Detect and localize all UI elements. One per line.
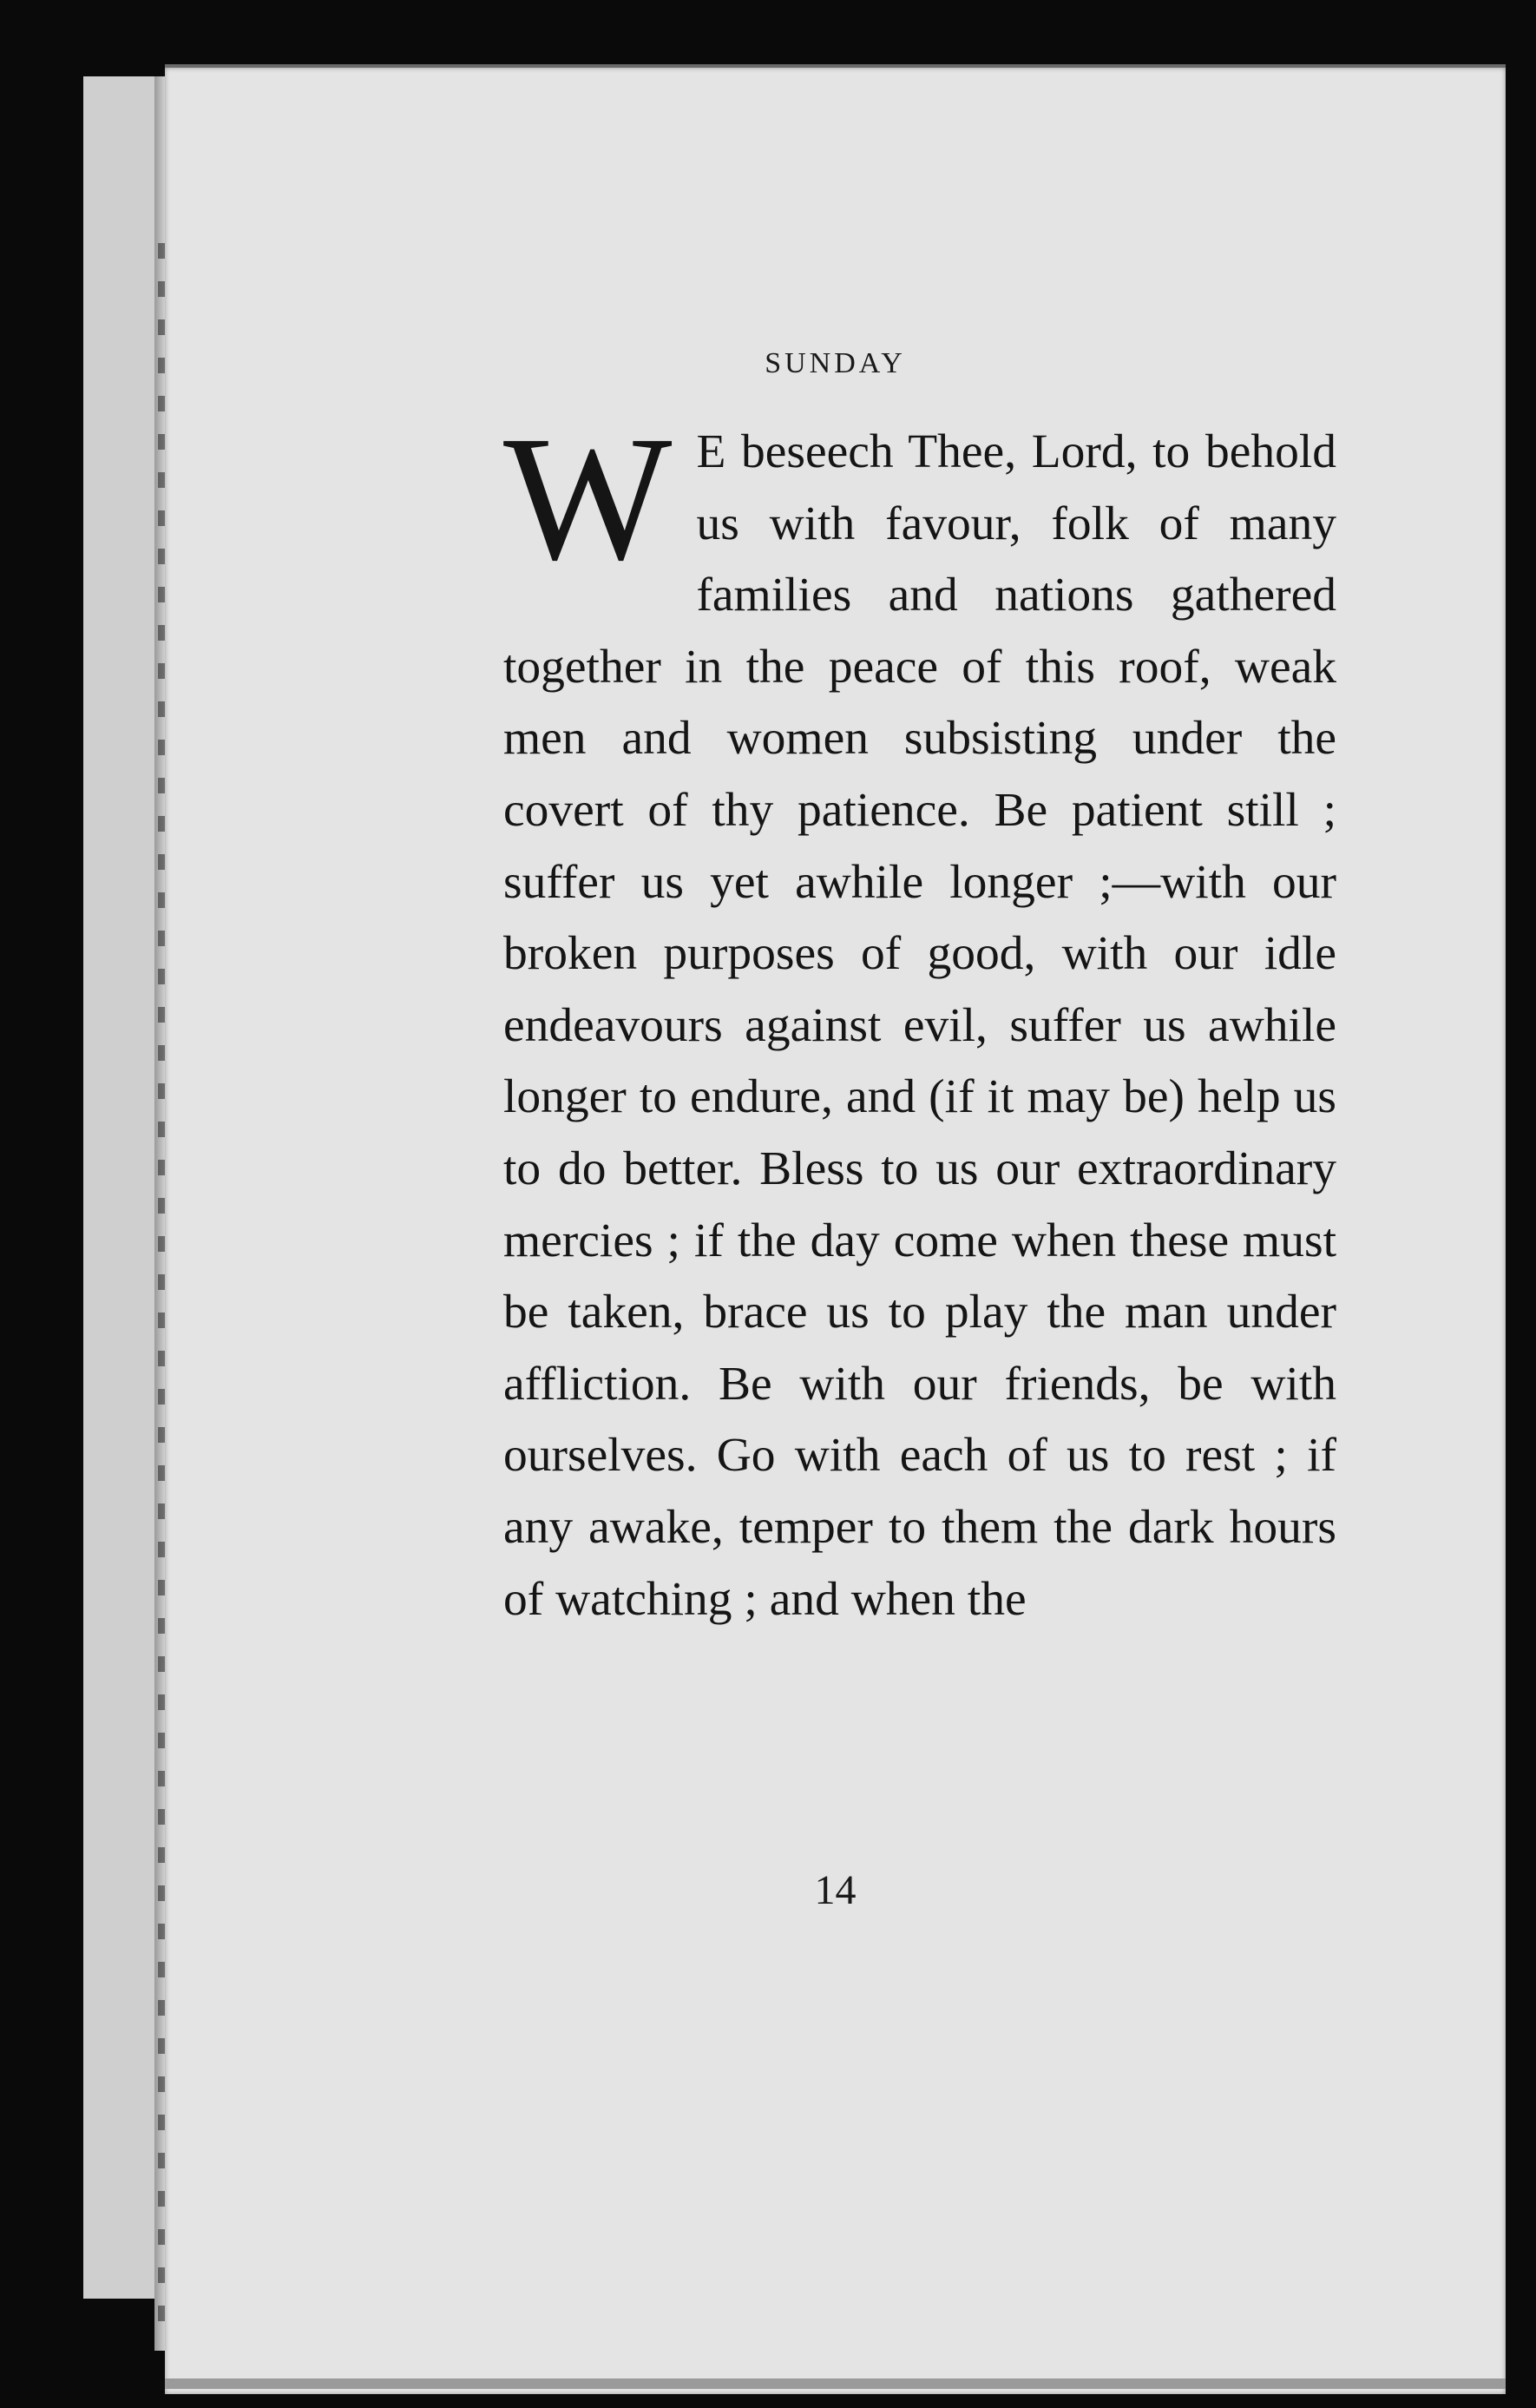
prayer-body: [503, 398, 1336, 1635]
page-bottom-edge: [165, 2378, 1506, 2389]
prayer-text: E beseech Thee, Lord, to behold us with favour, folk of many families and nations gathered together in the peace of this roof, weak men and women subsisting under the covert of thy patience. Be patient still ; suffer us yet awhile longer ;—with our broken purposes of good, with our idle endeavours against evil, suffer us awhile longer to endure, and (if it may be) help us to do better. Bless to us our extraordinary mercies ; if the day come when these must be taken, brace us to play the man under affliction. Be with our friends, be with ourselves. Go with each of us to rest ; if any awake, temper to them the dark hours of watching ; and when the: [503, 425, 1336, 1626]
page-number: 14: [814, 1867, 857, 1913]
running-head: SUNDAY: [765, 347, 906, 379]
drop-cap: W: [503, 398, 673, 597]
